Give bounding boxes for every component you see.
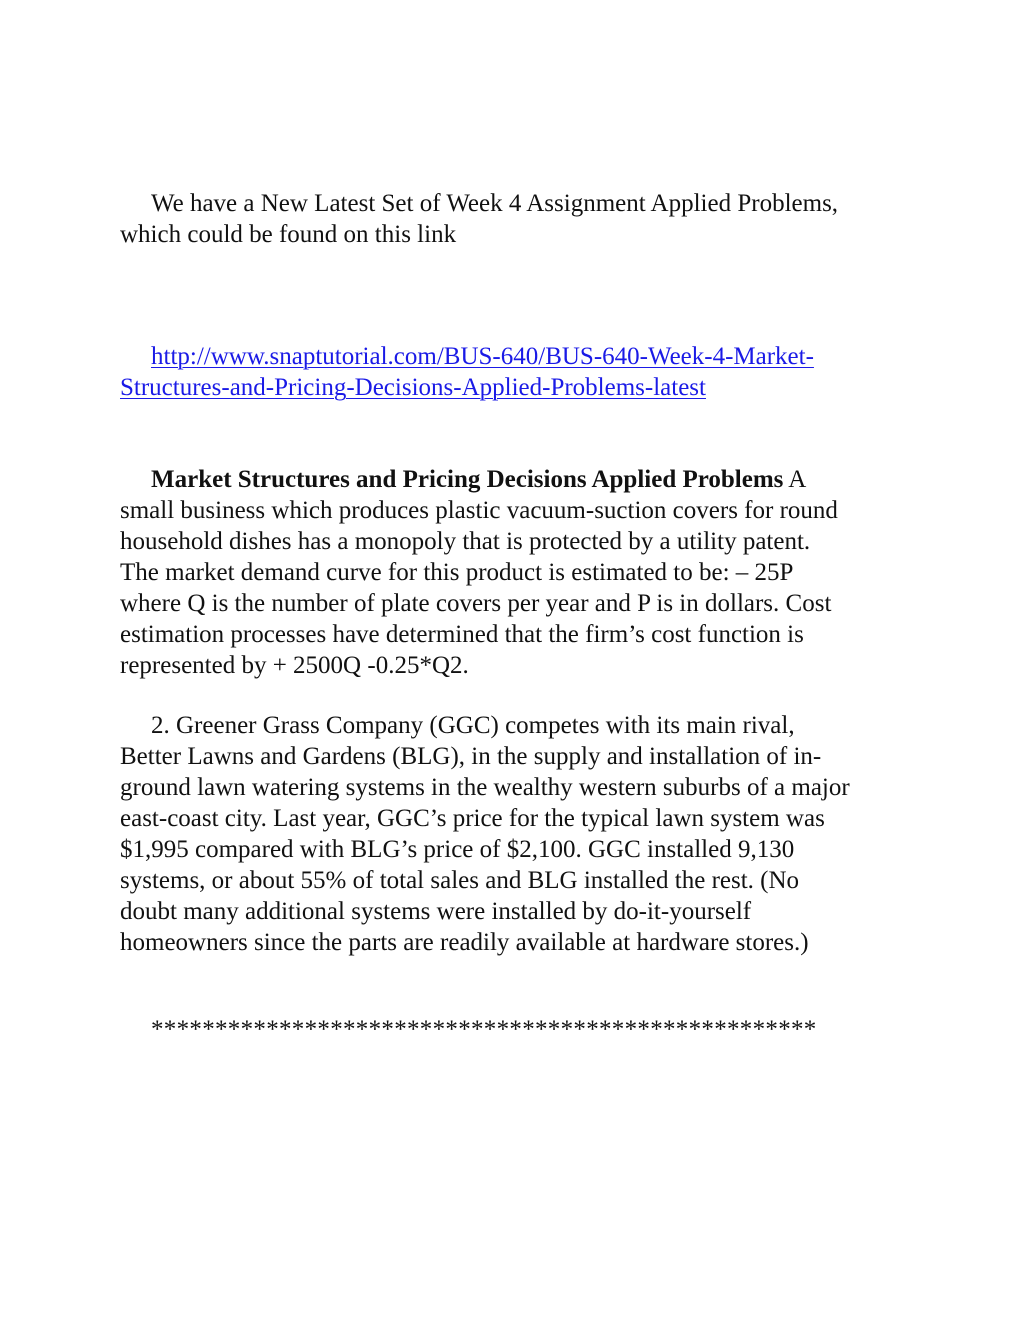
ggc-line-2: Better Lawns and Gardens (BLG), in the supply and installation of in- <box>120 743 822 770</box>
market-line-4: The market demand curve for this product is estimated to be: – 25P <box>120 559 794 586</box>
link-paragraph <box>120 341 920 403</box>
ggc-line-7: doubt many additional systems were installed by do-it-yourself <box>120 898 752 925</box>
ggc-line-5: $1,995 compared with BLG’s price of $2,100. GGC installed 9,130 <box>120 836 795 863</box>
ggc-line-8: homeowners since the parts are readily available at hardware stores.) <box>120 929 809 956</box>
market-structures-paragraph <box>120 464 920 681</box>
intro-line-2: which could be found on this link <box>120 221 457 248</box>
intro-paragraph <box>120 188 920 250</box>
link-line-2 <box>120 372 920 403</box>
ggc-line-6: systems, or about 55% of total sales and BLG installed the rest. (No <box>120 867 800 894</box>
market-line-7: represented by + 2500Q -0.25*Q2. <box>120 652 469 679</box>
intro-line-1-text: We have a New Latest Set of Week 4 Assignment Applied Problems, <box>151 190 839 217</box>
greener-grass-paragraph <box>120 710 920 958</box>
ggc-line-1 <box>120 710 920 741</box>
market-heading: Market Structures and Pricing Decisions Applied Problems <box>151 466 784 493</box>
asterisk-separator: **************************************************** <box>151 1016 817 1043</box>
market-line-6: estimation processes have determined that the firm’s cost function is <box>120 621 804 648</box>
snaptutorial-link-part-2[interactable]: Structures-and-Pricing-Decisions-Applied-Problems-latest <box>120 374 706 401</box>
market-line-1-tail: A <box>783 466 807 493</box>
market-line-5: where Q is the number of plate covers per year and P is in dollars. Cost <box>120 590 832 617</box>
separator-paragraph <box>120 1014 920 1045</box>
separator-line <box>120 1014 920 1045</box>
intro-line-1 <box>120 188 920 219</box>
ggc-line-4: east-coast city. Last year, GGC’s price for the typical lawn system was <box>120 805 825 832</box>
ggc-line-3: ground lawn watering systems in the wealthy western suburbs of a major <box>120 774 850 801</box>
market-line-3: household dishes has a monopoly that is protected by a utility patent. <box>120 528 811 555</box>
market-line-1 <box>120 464 920 495</box>
market-line-2: small business which produces plastic vacuum-suction covers for round <box>120 497 838 524</box>
ggc-line-1-text: 2. Greener Grass Company (GGC) competes with its main rival, <box>151 712 795 739</box>
link-line-1 <box>120 341 920 372</box>
snaptutorial-link-part-1[interactable]: http://www.snaptutorial.com/BUS-640/BUS-640-Week-4-Market- <box>151 343 814 370</box>
